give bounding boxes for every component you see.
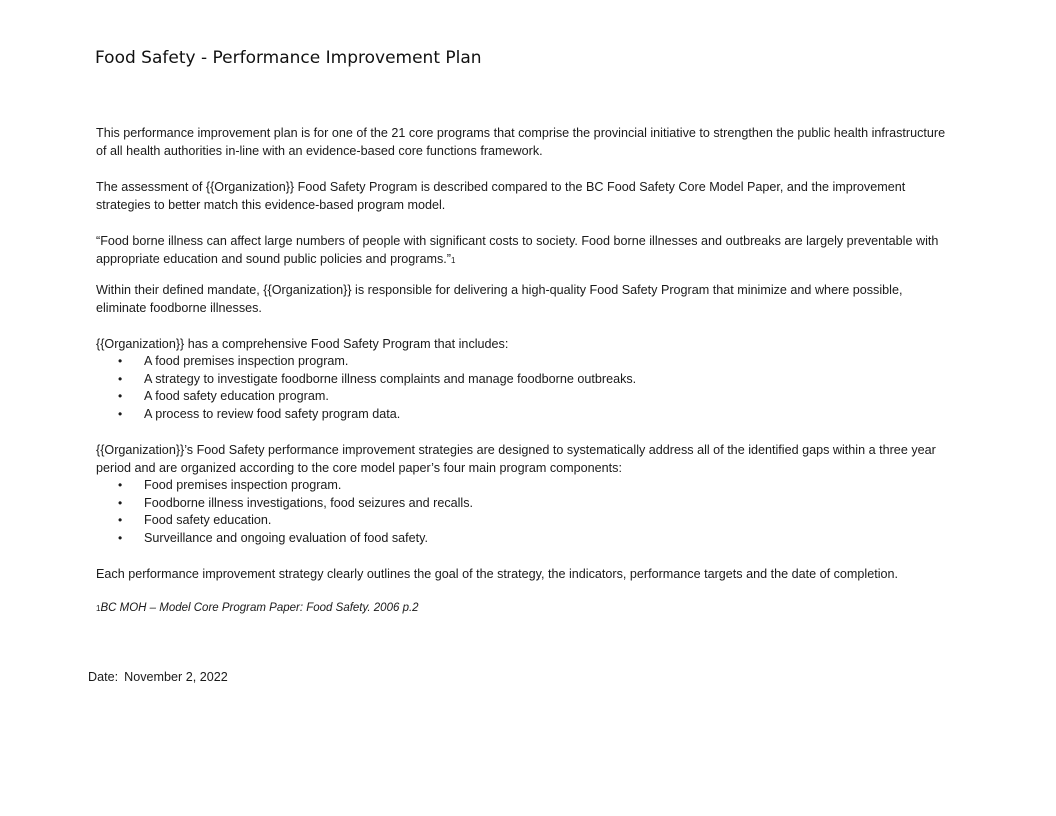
- bullet-icon: •: [118, 495, 123, 510]
- bullet-icon: •: [118, 513, 123, 527]
- footnote: [96, 599, 956, 618]
- list-item: [118, 477, 956, 495]
- list-item-text: Surveillance and ongoing evaluation of food safety.: [144, 530, 429, 545]
- list-item: [118, 406, 956, 424]
- bullet-icon: •: [118, 478, 123, 492]
- paragraph-mandate: Within their defined mandate, {{Organization}} is responsible for delivering a high-quality Food Safety Program that minimize and where possible, eliminate foodborne illnesses.: [96, 283, 903, 315]
- list-item-text: A strategy to investigate foodborne illness complaints and manage foodborne outbreaks.: [144, 371, 637, 386]
- date-label: Date:: [88, 670, 119, 684]
- bullet-icon: •: [118, 389, 123, 403]
- list-item-text: Food premises inspection program.: [144, 478, 342, 492]
- list-item: [118, 371, 956, 389]
- program-components-list: [96, 353, 956, 423]
- date-line: [88, 670, 228, 684]
- bullet-icon: •: [118, 371, 123, 386]
- document-body: [96, 124, 956, 618]
- paragraph-each-strategy: Each performance improvement strategy clearly outlines the goal of the strategy, the indicators, performance targets and the date of completion.: [96, 567, 898, 581]
- paragraph-strategies: {{Organization}}’s Food Safety performance improvement strategies are designed to systematically address all of the identified gaps within a three year period and are organized according to the core model paper’s four main program components:: [96, 443, 936, 475]
- footnote-text: BC MOH – Model Core Program Paper: Food Safety. 2006 p.2: [100, 602, 419, 614]
- paragraph-program-includes: {{Organization}} has a comprehensive Food Safety Program that includes:: [96, 337, 509, 351]
- list-item: [118, 388, 956, 406]
- bullet-icon: •: [118, 354, 123, 368]
- list-item-text: A food premises inspection program.: [144, 354, 349, 368]
- list-item: [118, 530, 956, 548]
- list-item-text: Food safety education.: [144, 513, 272, 527]
- list-item: [118, 495, 956, 513]
- bullet-icon: •: [118, 406, 123, 421]
- quote-text: “Food borne illness can affect large numbers of people with significant costs to society. Food borne illnesses and outbreaks are largely preventable with appropriate education and sound public policies and programs.”: [96, 234, 939, 266]
- paragraph-quote: [96, 232, 956, 270]
- list-item-text: A food safety education program.: [144, 389, 329, 403]
- list-item: [118, 512, 956, 530]
- document-title: Food Safety - Performance Improvement Plan: [95, 48, 482, 68]
- bullet-icon: •: [118, 530, 123, 545]
- footnote-number: 1: [96, 604, 101, 613]
- paragraph-assessment: The assessment of {{Organization}} Food Safety Program is described compared to the BC Food Safety Core Model Paper, and the improvement strategies to better match this evidence-based program model.: [96, 180, 906, 212]
- footnote-reference: 1: [450, 256, 456, 265]
- list-item-text: A process to review food safety program data.: [144, 406, 401, 421]
- core-model-components-list: [96, 477, 956, 547]
- list-item-text: Foodborne illness investigations, food seizures and recalls.: [144, 495, 474, 510]
- list-item: [118, 353, 956, 371]
- date-value: November 2, 2022: [124, 670, 228, 684]
- paragraph-intro: This performance improvement plan is for one of the 21 core programs that comprise the provincial initiative to strengthen the public health infrastructure of all health authorities in-line with an evidence-based core functions framework.: [96, 126, 946, 158]
